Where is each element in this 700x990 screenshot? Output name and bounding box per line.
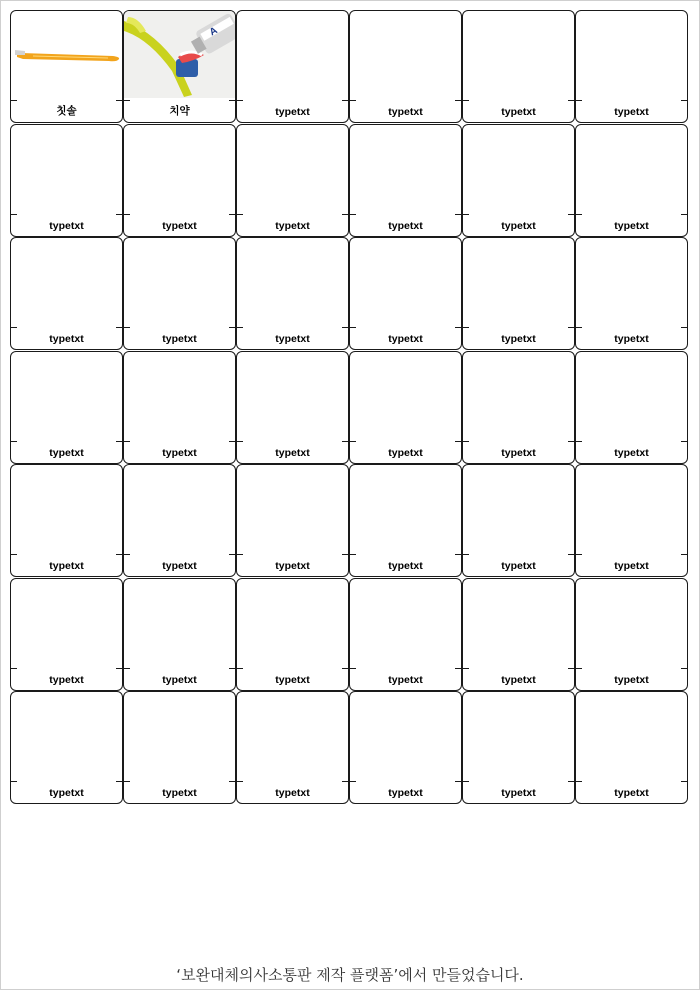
cell-label: typetxt (162, 447, 197, 459)
cell-divider-mark (11, 100, 17, 101)
board-cell[interactable] (349, 464, 462, 577)
board-cell[interactable] (575, 124, 688, 237)
cell-divider-mark (568, 781, 574, 782)
cell-label: typetxt (501, 447, 536, 459)
board-cell[interactable] (236, 578, 349, 691)
cell-divider-mark (11, 327, 17, 328)
cell-label: typetxt (275, 106, 310, 118)
cell-divider-mark (681, 100, 687, 101)
cell-divider-mark (455, 441, 461, 442)
board-cell[interactable] (10, 10, 123, 123)
cell-label: typetxt (388, 674, 423, 686)
board-cell[interactable] (575, 10, 688, 123)
board-cell[interactable] (10, 464, 123, 577)
cell-divider-mark (463, 327, 469, 328)
cell-label: typetxt (275, 787, 310, 799)
cell-divider-mark (229, 554, 235, 555)
cell-divider-mark (116, 327, 122, 328)
cell-label: 치약 (169, 105, 190, 117)
cell-divider-mark (350, 100, 356, 101)
cell-label: typetxt (614, 674, 649, 686)
cell-divider-mark (568, 327, 574, 328)
board-cell[interactable] (462, 578, 575, 691)
cell-divider-mark (568, 441, 574, 442)
cell-divider-mark (342, 554, 348, 555)
cell-label: typetxt (614, 787, 649, 799)
cell-divider-mark (455, 327, 461, 328)
board-cell[interactable] (462, 124, 575, 237)
cell-divider-mark (350, 668, 356, 669)
cell-label: typetxt (275, 220, 310, 232)
cell-label: typetxt (388, 447, 423, 459)
cell-label: typetxt (162, 220, 197, 232)
cell-divider-mark (342, 214, 348, 215)
cell-divider-mark (576, 327, 582, 328)
footer-credit: ‘보완대체의사소통판 제작 플랫폼’에서 만들었습니다. (176, 966, 524, 984)
cell-divider-mark (237, 214, 243, 215)
cell-divider-mark (681, 668, 687, 669)
svg-text:A: A (207, 25, 220, 39)
cell-divider-mark (229, 327, 235, 328)
board-cell[interactable] (10, 124, 123, 237)
cell-divider-mark (124, 441, 130, 442)
cell-divider-mark (568, 100, 574, 101)
board-cell[interactable] (349, 351, 462, 464)
cell-divider-mark (463, 441, 469, 442)
cell-divider-mark (116, 100, 122, 101)
cell-divider-mark (116, 441, 122, 442)
cell-label: typetxt (162, 674, 197, 686)
cell-divider-mark (116, 554, 122, 555)
cell-divider-mark (342, 441, 348, 442)
cell-divider-mark (681, 441, 687, 442)
board-cell[interactable] (236, 237, 349, 350)
cell-label: typetxt (162, 560, 197, 572)
cell-divider-mark (463, 554, 469, 555)
cell-divider-mark (342, 668, 348, 669)
cell-divider-mark (124, 214, 130, 215)
cell-label: typetxt (49, 333, 84, 345)
cell-divider-mark (576, 554, 582, 555)
board-cell[interactable] (123, 691, 236, 804)
cell-label: typetxt (614, 560, 649, 572)
cell-divider-mark (350, 554, 356, 555)
cell-divider-mark (455, 668, 461, 669)
cell-divider-mark (576, 441, 582, 442)
cell-divider-mark (568, 554, 574, 555)
board-cell[interactable] (462, 10, 575, 123)
board-cell[interactable] (10, 351, 123, 464)
cell-divider-mark (237, 554, 243, 555)
cell-divider-mark (342, 781, 348, 782)
cell-divider-mark (116, 781, 122, 782)
cell-label: typetxt (275, 674, 310, 686)
cell-divider-mark (568, 214, 574, 215)
board-cell[interactable] (349, 10, 462, 123)
toothpaste-picture (124, 11, 235, 98)
board-cell[interactable] (123, 578, 236, 691)
board-cell[interactable] (123, 124, 236, 237)
board-cell[interactable] (10, 691, 123, 804)
cell-divider-mark (455, 214, 461, 215)
cell-label: typetxt (614, 447, 649, 459)
board-cell[interactable] (462, 464, 575, 577)
board-cell[interactable] (349, 691, 462, 804)
board-cell[interactable] (123, 351, 236, 464)
cell-divider-mark (463, 668, 469, 669)
toothbrush-picture (13, 13, 120, 100)
cell-divider-mark (124, 100, 130, 101)
cell-divider-mark (229, 781, 235, 782)
cell-label: typetxt (275, 333, 310, 345)
cell-label: typetxt (614, 333, 649, 345)
cell-label: typetxt (49, 674, 84, 686)
cell-divider-mark (124, 327, 130, 328)
cell-label: typetxt (501, 674, 536, 686)
cell-label: typetxt (388, 106, 423, 118)
cell-label: typetxt (501, 787, 536, 799)
cell-divider-mark (229, 214, 235, 215)
cell-divider-mark (463, 214, 469, 215)
board-cell[interactable] (10, 237, 123, 350)
cell-divider-mark (681, 554, 687, 555)
cell-divider-mark (11, 554, 17, 555)
cell-divider-mark (350, 441, 356, 442)
cell-divider-mark (576, 781, 582, 782)
cell-divider-mark (11, 668, 17, 669)
cell-label: typetxt (162, 787, 197, 799)
cell-label: typetxt (49, 560, 84, 572)
cell-divider-mark (455, 100, 461, 101)
cell-divider-mark (463, 781, 469, 782)
cell-label: typetxt (501, 560, 536, 572)
cell-divider-mark (568, 668, 574, 669)
cell-label: typetxt (501, 220, 536, 232)
board-cell[interactable] (349, 124, 462, 237)
cell-divider-mark (681, 327, 687, 328)
board-cell[interactable] (575, 237, 688, 350)
cell-divider-mark (124, 554, 130, 555)
cell-divider-mark (455, 554, 461, 555)
cell-label: typetxt (388, 333, 423, 345)
board-cell[interactable] (349, 237, 462, 350)
board-cell[interactable] (123, 10, 236, 123)
cell-divider-mark (576, 100, 582, 101)
board-cell[interactable] (575, 691, 688, 804)
cell-picture (124, 11, 235, 98)
cell-divider-mark (124, 668, 130, 669)
board-cell[interactable] (236, 464, 349, 577)
board-cell[interactable] (123, 237, 236, 350)
cell-divider-mark (350, 214, 356, 215)
board-cell[interactable] (462, 351, 575, 464)
cell-label: typetxt (388, 220, 423, 232)
cell-divider-mark (237, 668, 243, 669)
board-cell[interactable] (575, 578, 688, 691)
cell-label: typetxt (275, 447, 310, 459)
cell-label: typetxt (49, 220, 84, 232)
cell-divider-mark (237, 781, 243, 782)
cell-divider-mark (229, 668, 235, 669)
cell-label: typetxt (501, 333, 536, 345)
communication-board (10, 10, 689, 804)
board-cell[interactable] (123, 464, 236, 577)
cell-label: typetxt (614, 220, 649, 232)
cell-label: typetxt (162, 333, 197, 345)
cell-label: typetxt (49, 787, 84, 799)
cell-divider-mark (350, 327, 356, 328)
board-cell[interactable] (575, 464, 688, 577)
board-cell[interactable] (236, 10, 349, 123)
cell-label: typetxt (388, 560, 423, 572)
cell-label: typetxt (388, 787, 423, 799)
cell-label: typetxt (501, 106, 536, 118)
cell-label: typetxt (614, 106, 649, 118)
cell-divider-mark (229, 100, 235, 101)
cell-divider-mark (237, 327, 243, 328)
board-cell[interactable] (575, 351, 688, 464)
cell-divider-mark (116, 214, 122, 215)
cell-label: 칫솔 (56, 105, 77, 117)
board-cell[interactable] (236, 691, 349, 804)
cell-divider-mark (124, 781, 130, 782)
board-cell[interactable] (10, 578, 123, 691)
board-cell[interactable] (349, 578, 462, 691)
cell-divider-mark (681, 214, 687, 215)
cell-divider-mark (11, 214, 17, 215)
cell-divider-mark (342, 100, 348, 101)
board-cell[interactable] (236, 351, 349, 464)
cell-divider-mark (229, 441, 235, 442)
cell-divider-mark (681, 781, 687, 782)
cell-divider-mark (576, 668, 582, 669)
cell-divider-mark (342, 327, 348, 328)
cell-picture (13, 13, 120, 100)
cell-label: typetxt (49, 447, 84, 459)
cell-divider-mark (455, 781, 461, 782)
board-cell[interactable] (236, 124, 349, 237)
cell-divider-mark (237, 100, 243, 101)
cell-divider-mark (237, 441, 243, 442)
cell-divider-mark (350, 781, 356, 782)
cell-divider-mark (11, 441, 17, 442)
cell-divider-mark (463, 100, 469, 101)
board-cell[interactable] (462, 691, 575, 804)
cell-divider-mark (576, 214, 582, 215)
board-cell[interactable] (462, 237, 575, 350)
cell-label: typetxt (275, 560, 310, 572)
cell-divider-mark (11, 781, 17, 782)
cell-divider-mark (116, 668, 122, 669)
